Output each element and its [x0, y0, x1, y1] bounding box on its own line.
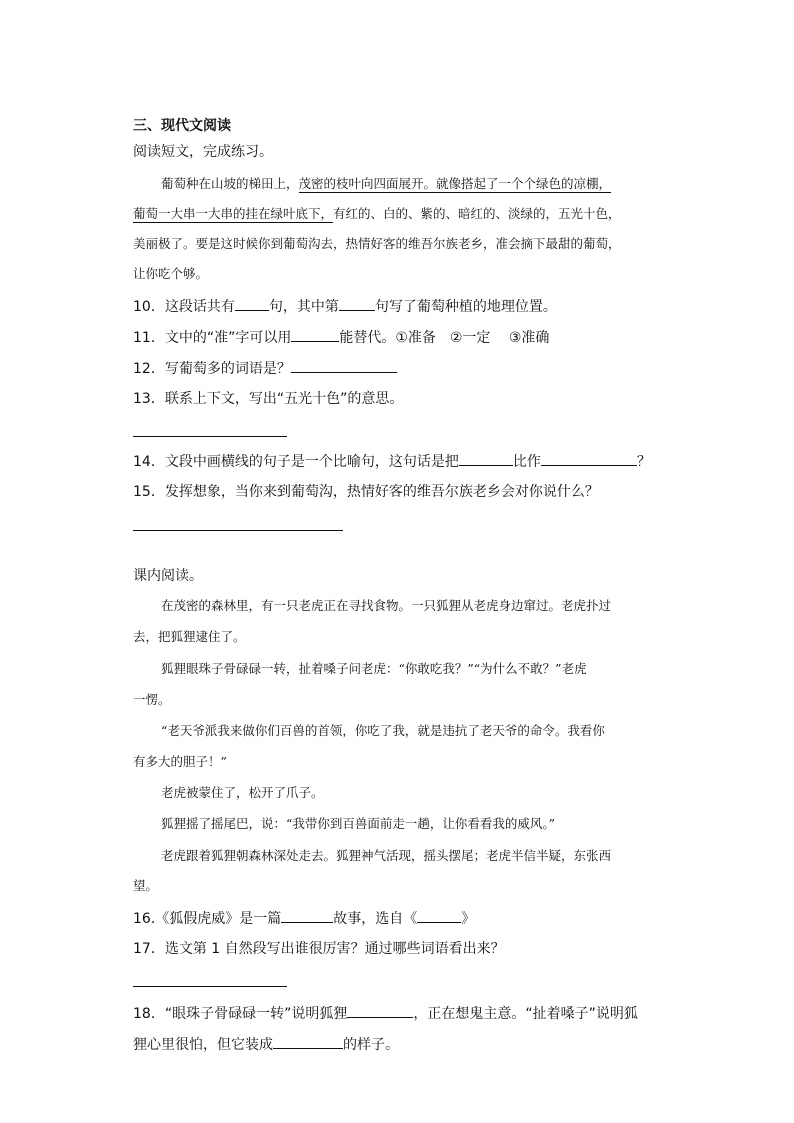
- question-13: 13．联系上下文，写出“五光十色”的意思。: [133, 391, 404, 407]
- story-p6-line-2: 望。: [133, 878, 159, 893]
- passage-line-4: 让你吃个够。: [133, 266, 209, 281]
- question-text: 》: [461, 911, 476, 927]
- answer-blank[interactable]: [235, 296, 269, 311]
- answer-line[interactable]: [133, 530, 343, 531]
- question-text: 狸心里很怕，但它装成: [133, 1037, 273, 1053]
- passage-line-1: [161, 174, 611, 194]
- underlined-sentence: 茂密的枝叶向四面展开。就像搭起了一个个绿色的凉棚，: [298, 176, 612, 191]
- story-p3-line-1: “老天爷派我来做你们百兽的首领，你吃了我，就是违抗了老天爷的命令。我看你: [161, 723, 605, 738]
- question-text: 句，其中第: [268, 299, 339, 315]
- answer-blank[interactable]: [339, 296, 375, 311]
- story-p1-line-1: 在茂密的森林里，有一只老虎正在寻找食物。一只狐狸从老虎身边窜过。老虎扑过: [161, 598, 612, 613]
- question-text: ，正在想鬼主意。“扯着嗓子”说明狐: [413, 1006, 638, 1022]
- question-14: [133, 451, 651, 472]
- question-text: 句写了葡萄种植的地理位置。: [374, 299, 557, 315]
- answer-blank[interactable]: [541, 451, 637, 466]
- question-15: 15．发挥想象，当你来到葡萄沟，热情好客的维吾尔族老乡会对你说什么？: [133, 484, 599, 500]
- story-p6-line-1: 老虎跟着狐狸朝森林深处走去。狐狸神气活现，摇头摆尾；老虎半信半疑，东张西: [161, 848, 612, 863]
- question-text: 10．这段话共有: [133, 299, 235, 315]
- passage-line-2: [133, 204, 621, 224]
- question-text: 比作: [512, 454, 541, 470]
- question-text: ？: [636, 454, 651, 470]
- story-p4: 老虎被蒙住了，松开了爪子。: [161, 785, 324, 800]
- question-18-line-2: [133, 1034, 399, 1055]
- reading-title: 课内阅读。: [133, 568, 203, 584]
- question-17: 17．选文第 1 自然段写出谁很厉害？通过哪些词语看出来？: [133, 941, 505, 957]
- question-text: 11．文中的“准”字可以用: [133, 330, 292, 346]
- story-p1-line-2: 去，把狐狸逮住了。: [133, 629, 246, 644]
- section-instruction: 阅读短文，完成练习。: [133, 144, 273, 160]
- story-p3-line-2: 有多大的胆子！”: [133, 754, 227, 769]
- answer-blank[interactable]: [281, 908, 333, 923]
- story-p2-line-2: 一愣。: [133, 692, 171, 707]
- answer-line[interactable]: [133, 436, 287, 437]
- answer-blank[interactable]: [273, 1034, 343, 1049]
- question-text: 18．“眼珠子骨碌碌一转”说明狐狸: [133, 1006, 348, 1022]
- question-text: 16.《狐假虎威》是一篇: [133, 911, 282, 927]
- question-text: 12．写葡萄多的词语是？: [133, 361, 291, 377]
- story-p5: 狐狸摇了摇尾巴，说：“我带你到百兽面前走一趟，让你看看我的威风。”: [161, 816, 556, 831]
- answer-blank[interactable]: [459, 451, 513, 466]
- answer-blank[interactable]: [347, 1003, 413, 1018]
- section-title: 三、现代文阅读: [133, 118, 231, 134]
- question-10: [133, 296, 557, 317]
- answer-blank[interactable]: [291, 327, 339, 342]
- passage-text: 有红的、白的、紫的、暗红的、淡绿的，五光十色，: [333, 206, 621, 221]
- answer-blank[interactable]: [291, 358, 397, 373]
- question-18-line-1: [133, 1003, 638, 1024]
- question-text: 故事，选自《: [333, 911, 418, 927]
- question-text: 的样子。: [343, 1037, 399, 1053]
- underlined-sentence: 葡萄一大串一大串的挂在绿叶底下，: [133, 206, 334, 221]
- question-11: [133, 327, 549, 348]
- question-16: [133, 908, 475, 929]
- passage-text: 葡萄种在山坡的梯田上，: [161, 176, 299, 191]
- question-text: 14．文段中画横线的句子是一个比喻句，这句话是把: [133, 454, 459, 470]
- answer-blank[interactable]: [417, 908, 461, 923]
- story-p2-line-1: 狐狸眼珠子骨碌碌一转，扯着嗓子问老虎：“你敢吃我？”“为什么不敢？”老虎: [161, 661, 587, 676]
- passage-line-3: 美丽极了。要是这时候你到葡萄沟去，热情好客的维吾尔族老乡，准会摘下最甜的葡萄，: [133, 236, 621, 251]
- question-text: 能替代。①准备 ②一定 ③准确: [339, 330, 550, 346]
- answer-line[interactable]: [133, 986, 287, 987]
- question-12: [133, 358, 397, 379]
